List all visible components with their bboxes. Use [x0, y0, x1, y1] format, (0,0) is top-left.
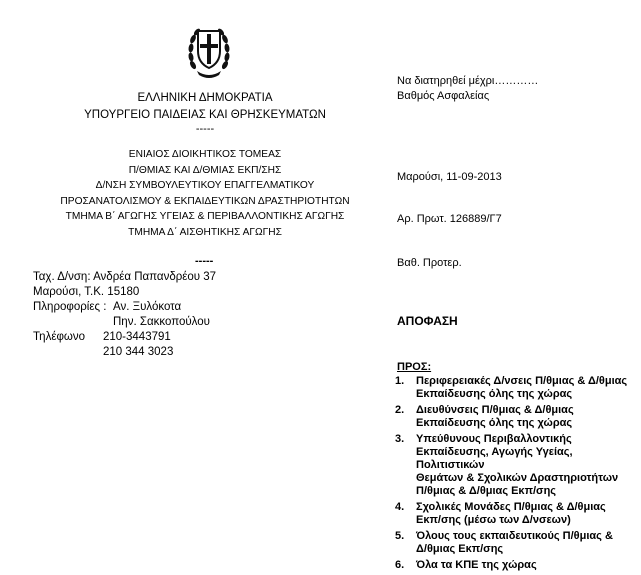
unit-line: ΠΡΟΣΑΝΑΤΟΛΙΣΜΟΥ & ΕΚΠΑΙΔΕΥΤΙΚΩΝ ΔΡΑΣΤΗΡΙΟΤΗΤΩΝ: [60, 196, 350, 207]
info-name: Πην. Σακκοπούλου: [113, 316, 210, 328]
unit-line: ΤΜΗΜΑ Β΄ ΑΓΩΓΗΣ ΥΓΕΙΑΣ & ΠΕΡΙΒΑΛΛΟΝΤΙΚΗΣ ΑΓΩΓΗΣ: [65, 211, 345, 222]
address-line: Ταχ. Δ/νση: Ανδρέα Παπανδρέου 37: [33, 271, 217, 283]
keep-until: Να διατηρηθεί μέχρι…………: [397, 75, 539, 87]
info-name: Αν. Ξυλόκοτα: [113, 301, 182, 313]
greek-emblem-icon: [187, 21, 231, 79]
to-label: ΠΡΟΣ:: [397, 361, 432, 373]
phone-number: 210 344 3023: [103, 346, 174, 358]
list-item: 6. Όλα τα ΚΠΕ της χώρας: [395, 559, 537, 571]
ministry-title: ΥΠΟΥΡΓΕΙΟ ΠΑΙΔΕΙΑΣ ΚΑΙ ΘΡΗΣΚΕΥΜΑΤΩΝ: [84, 109, 326, 121]
list-item: 2. Διευθύνσεις Π/θμιας & Δ/θμιας Εκπαίδευσης όλης της χώρας: [395, 404, 574, 429]
document-date: Μαρούσι, 11-09-2013: [397, 171, 502, 183]
republic-title: ΕΛΛΗΝΙΚΗ ΔΗΜΟΚΡΑΤΙΑ: [137, 92, 273, 104]
phone-number: 210-3443791: [103, 331, 171, 343]
list-item: 1. Περιφερειακές Δ/νσεις Π/θμιας & Δ/θμιας Εκπαίδευσης όλης της χώρας: [395, 375, 628, 400]
header-separator: -----: [195, 123, 215, 135]
phone-label: Τηλέφωνο: [33, 331, 86, 343]
unit-line: ΤΜΗΜΑ Δ΄ ΑΙΣΘΗΤΙΚΗΣ ΑΓΩΓΗΣ: [128, 227, 282, 238]
decision-title: ΑΠΟΦΑΣΗ: [397, 314, 458, 328]
list-item: 5. Όλους τους εκπαιδευτικούς Π/θμιας & Δ/θμιας Εκπ/σης: [395, 530, 613, 555]
unit-line: Δ/ΝΣΗ ΣΥΜΒΟΥΛΕΥΤΙΚΟΥ ΕΠΑΓΓΕΛΜΑΤΙΚΟΥ: [95, 180, 315, 191]
unit-line: ΕΝΙΑΙΟΣ ΔΙΟΙΚΗΤΙΚΟΣ ΤΟΜΕΑΣ: [128, 149, 282, 160]
info-label: Πληροφορίες :: [33, 301, 107, 313]
list-item: 4. Σχολικές Μονάδες Π/θμιας & Δ/θμιας Εκπ/σης (μέσω των Δ/νσεων): [395, 501, 606, 526]
priority: Βαθ. Προτερ.: [397, 257, 462, 269]
recipient-list: [390, 375, 640, 575]
list-item: 3. Υπεύθυνους Περιβαλλοντικής Εκπαίδευσης, Αγωγής Υγείας, Πολιτιστικών Θεμάτων & Σχολικών Δραστηριοτήτων Π/θμιας & Δ/θμιας Εκπ/σης: [395, 433, 619, 497]
unit-line: Π/ΘΜΙΑΣ ΚΑΙ Δ/ΘΜΙΑΣ ΕΚΠ/ΣΗΣ: [128, 165, 282, 176]
address-separator: -----: [195, 255, 214, 267]
security-level: Βαθμός Ασφαλείας: [397, 90, 490, 102]
protocol-number: Αρ. Πρωτ. 126889/Γ7: [397, 213, 502, 225]
address-line: Μαρούσι, Τ.Κ. 15180: [33, 286, 140, 298]
